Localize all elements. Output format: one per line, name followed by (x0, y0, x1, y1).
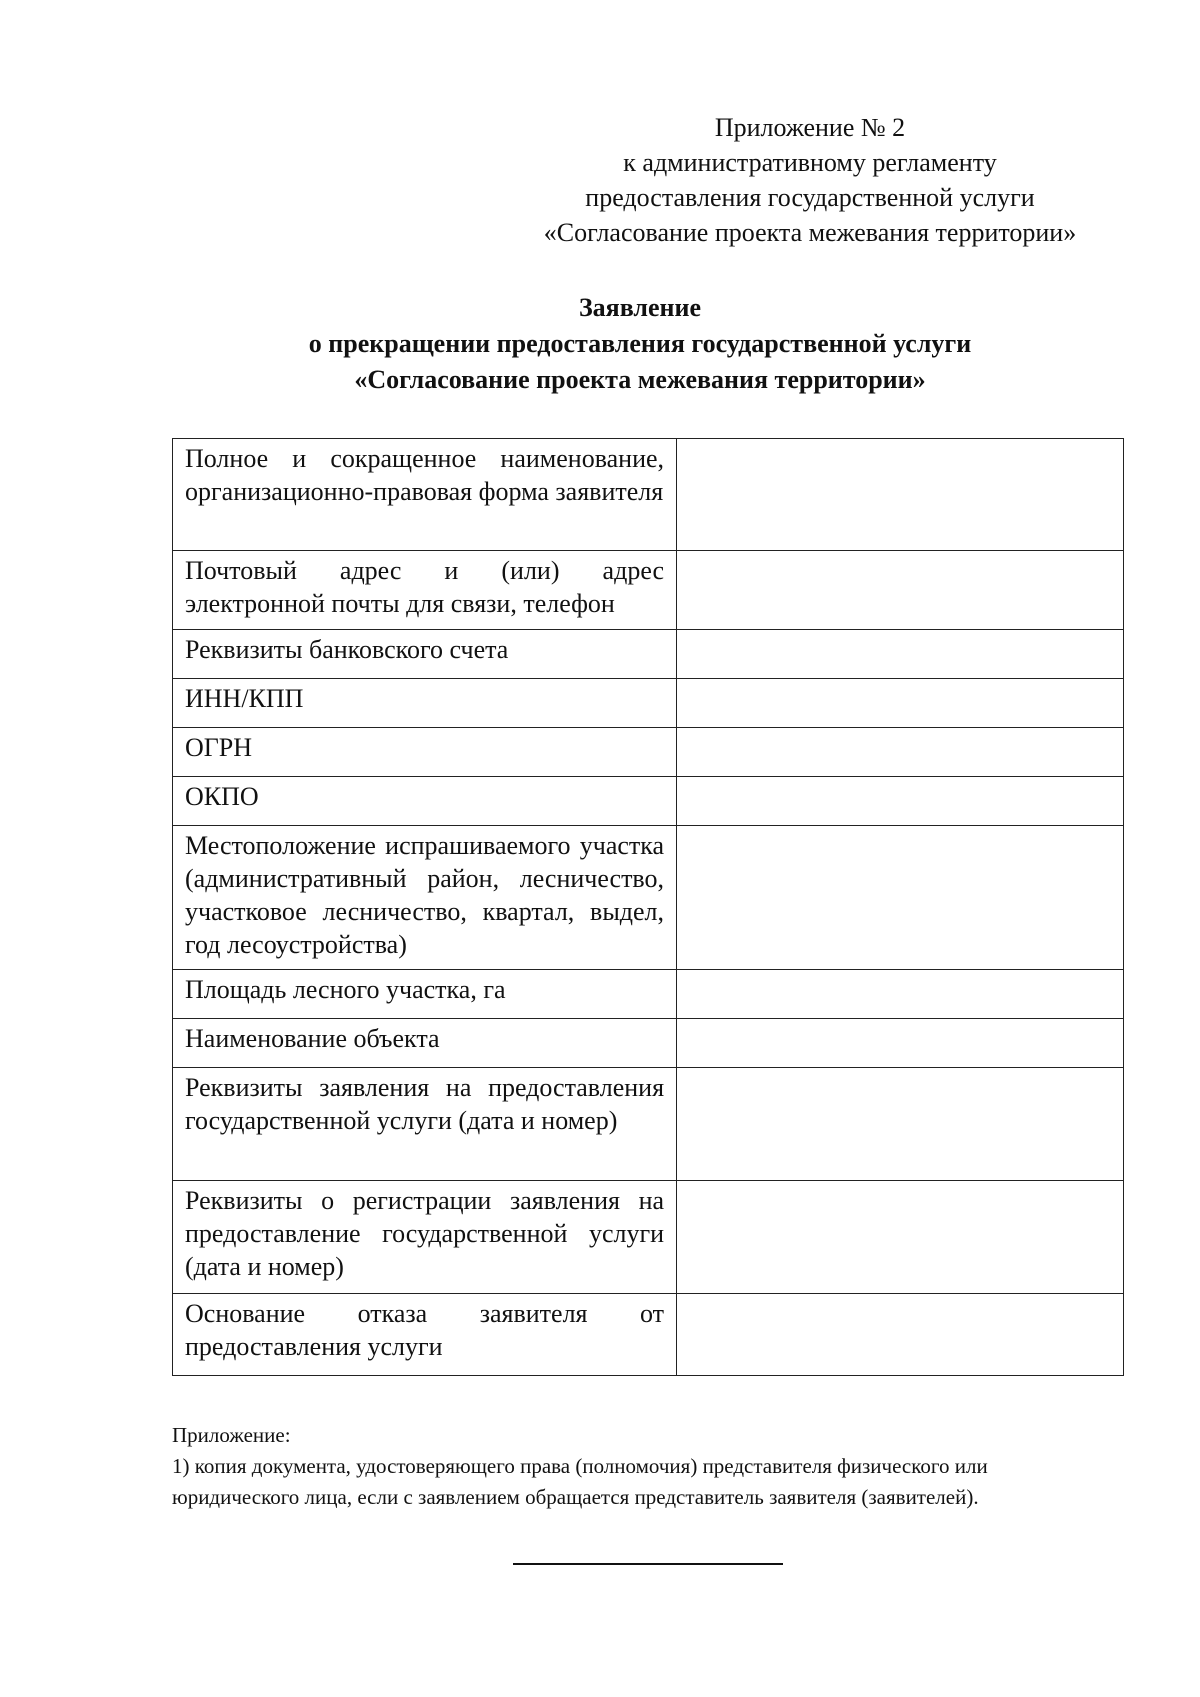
form-row-application-details (173, 1068, 1124, 1181)
field-label: Основание отказа заявителя от предоставления услуги (173, 1294, 677, 1376)
appendix-reference-line: к административному регламенту (623, 148, 997, 177)
attachments-section (172, 1420, 1132, 1513)
application-form-table (172, 438, 1124, 1376)
attachment-item-line: юридического лица, если с заявлением обращается представитель заявителя (заявителей). (172, 1485, 979, 1509)
document-title-service: «Согласование проекта межевания территории» (354, 365, 926, 394)
form-row-plot-location (173, 826, 1124, 970)
field-label: Наименование объекта (173, 1019, 677, 1068)
end-separator-line (513, 1563, 783, 1565)
form-row-object-name (173, 1019, 1124, 1068)
field-value[interactable] (677, 777, 1124, 826)
field-value[interactable] (677, 439, 1124, 551)
attachment-item-line: 1) копия документа, удостоверяющего права (полномочия) представителя физического или (172, 1454, 988, 1478)
document-title-subtitle: о прекращении предоставления государственной услуги (308, 329, 972, 358)
field-value[interactable] (677, 728, 1124, 777)
field-label: Площадь лесного участка, га (173, 970, 677, 1019)
attachments-heading: Приложение: (172, 1423, 291, 1447)
form-row-plot-area (173, 970, 1124, 1019)
appendix-header (500, 110, 1120, 250)
appendix-number: Приложение № 2 (714, 113, 906, 142)
field-value[interactable] (677, 551, 1124, 630)
form-row-ogrn (173, 728, 1124, 777)
form-row-applicant-name (173, 439, 1124, 551)
field-value[interactable] (677, 679, 1124, 728)
appendix-service-name: «Согласование проекта межевания территории» (543, 218, 1077, 247)
field-value[interactable] (677, 1294, 1124, 1376)
form-row-inn-kpp (173, 679, 1124, 728)
appendix-reference-line: предоставления государственной услуги (585, 183, 1035, 212)
field-value[interactable] (677, 826, 1124, 970)
field-label: ИНН/КПП (173, 679, 677, 728)
field-value[interactable] (677, 630, 1124, 679)
field-value[interactable] (677, 1181, 1124, 1294)
field-label: ОГРН (173, 728, 677, 777)
field-value[interactable] (677, 1019, 1124, 1068)
form-row-refusal-reason (173, 1294, 1124, 1376)
document-title-main: Заявление (578, 293, 702, 322)
form-row-contact (173, 551, 1124, 630)
field-label: Полное и сокращенное наименование, организационно-правовая форма заявителя (173, 439, 677, 551)
field-value[interactable] (677, 1068, 1124, 1181)
form-row-okpo (173, 777, 1124, 826)
field-label: Реквизиты банковского счета (173, 630, 677, 679)
field-label: Почтовый адрес и (или) адрес электронной почты для связи, телефон (173, 551, 677, 630)
field-value[interactable] (677, 970, 1124, 1019)
field-label: Местоположение испрашиваемого участка (административный район, лесничество, участковое лесничество, квартал, выдел, год лесоустройства) (173, 826, 677, 970)
document-title (140, 290, 1140, 398)
form-row-registration-details (173, 1181, 1124, 1294)
form-row-bank-account (173, 630, 1124, 679)
field-label: Реквизиты заявления на предоставления государственной услуги (дата и номер) (173, 1068, 677, 1181)
field-label: Реквизиты о регистрации заявления на предоставление государственной услуги (дата и номер) (173, 1181, 677, 1294)
field-label: ОКПО (173, 777, 677, 826)
